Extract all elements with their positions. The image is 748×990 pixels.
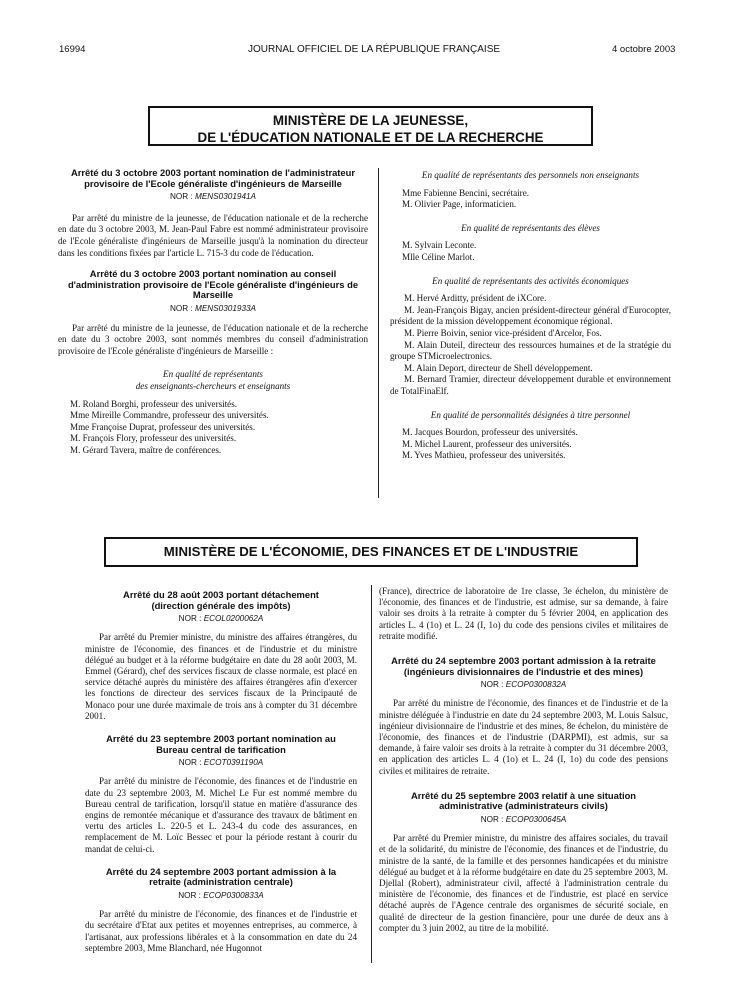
member-entry: Mme Mireille Commandre, professeur des universités. <box>70 410 269 421</box>
member-entry: M. Jean-François Bigay, ancien président-directeur général d'Eurocopter, président de la mission développement économique régional. <box>390 304 671 327</box>
left-column-2 <box>85 590 357 954</box>
left-column-1 <box>58 168 368 456</box>
member-entry: M. Gérard Tavera, maître de conférences. <box>70 444 222 455</box>
member-entry: M. Jacques Bourdon, professeur des universités. <box>402 427 578 438</box>
article-title: Arrêté du 24 septembre 2003 portant admission à la retraite (administration centrale) <box>105 865 337 888</box>
article-text: Par arrêté du Premier ministre, du ministre des affaires sociales, du travail et de la solidarité, du ministre de l'économie, des finances et de l'industrie, du ministre de la santé, de la famille et des personnes handicapées et du ministre délégué au budget et à la réforme budgétaire en date du 25 septembre 2003, M. Djellal (Robert), administrateur civil, affecté à l'administration centrale du ministère de l'économie, des finances et de l'industrie, est placé en service détaché auprès de l'Agence centrale des organismes de sécurité sociale, en qualité de directeur de la gestion financière, pour une durée de deux ans à compter du 3 juin 2002, au titre de la mobilité. <box>379 833 668 933</box>
quality-heading: En qualité de représentants des enseignants-chercheurs et enseignants <box>135 369 291 391</box>
ministry-youth-education-title <box>148 106 593 146</box>
member-entry: M. François Flory, professeur des universités. <box>70 433 237 444</box>
page-number: 16994 <box>59 44 86 55</box>
member-entry: M. Pierre Boivin, senior vice-président d'Arcelor, Fos. <box>404 327 602 338</box>
quality-heading: En qualité de représentants des activités économiques <box>432 275 629 286</box>
member-entry: M. Bernard Tramier, directeur développement durable et environnement de TotalFinaElf. <box>390 374 671 396</box>
member-entry: M. Roland Borghi, professeur des universités. <box>70 398 238 409</box>
right-column-2 <box>379 586 668 934</box>
column-divider <box>371 585 372 963</box>
article-text: Par arrêté du ministre de l'économie, des finances et de l'industrie en date du 23 septembre 2003, M. Michel Le Fur est nommé membre du Bureau central de tarification, lorsqu'il statue en matière d'assurance des engins de remontée mécanique et d'assurance des travaux de bâtiment en vertu des articles L. 220-5 et L. 243-4 du code des assurances, en remplacement de M. Loïc Bessec et pour la période restant à courir du mandat de celui-ci. <box>85 776 357 854</box>
article-text: Par arrêté du ministre de l'économie, des finances et de l'industrie et de la ministre déléguée à l'industrie en date du 24 septembre 2003, M. Louis Salsuc, ingénieur divisionnaire de l'industrie et des mines, 8e échelon, du ministère de l'économie, des finances et de l'industrie (DARPMI), est admis, sur sa demande, à faire valoir ses droits à la retraite à compter du 31 décembre 2003, en application des articles L. 4 (1o) et L. 24 (I, 1o) du code des pensions civiles et militaires de retraite. <box>379 698 668 776</box>
article-text: Par arrêté du ministre de la jeunesse, de l'éducation nationale et de la recherche en date du 3 octobre 2003, M. Jean-Paul Fabre est nommé administrateur provisoire de l'Ecole généraliste d'ingénieurs de Marseille jusqu'à la nomination du directeur dans les conditions fixées par l'article L. 715-3 du code de l'éducation. <box>58 212 368 258</box>
column-divider <box>378 168 379 498</box>
article-text-continued: (France), directrice de laboratoire de 1re classe, 3e échelon, du ministère de l'économie, des finances et de l'industrie, est admise, sur sa demande, à faire valoir ses droits à la retraite à compter du 5 février 2004, en application des articles L. 4 (1o) et L. 24 (I, 1o) du code des pensions civiles et militaires de retraite modifié. <box>379 586 668 641</box>
nor-reference: NOR : ECOP0300645A <box>480 815 567 825</box>
ministry-title-line2: DE L'ÉDUCATION NATIONALE ET DE LA RECHERCHE <box>197 130 544 145</box>
nor-reference: NOR : MENS0301941A <box>169 192 257 202</box>
quality-heading: En qualité de personnalités désignées à titre personnel <box>430 409 631 420</box>
right-column-1 <box>390 170 671 462</box>
quality-heading: En qualité de représentants des élèves <box>461 222 600 233</box>
nor-reference: NOR : ECOT0391190A <box>178 758 264 768</box>
member-entry: Mme Françoise Duprat, professeur des universités. <box>70 421 256 432</box>
member-entry: M. Yves Mathieu, professeur des universités. <box>402 450 566 461</box>
article-title: Arrêté du 25 septembre 2003 relatif à une situation administrative (administrateurs civils) <box>410 789 637 812</box>
ministry-title-line1: MINISTÈRE DE LA JEUNESSE, <box>272 113 469 128</box>
member-entry: Mme Fabienne Bencini, secrétaire. <box>402 187 530 198</box>
article-title: Arrêté du 23 septembre 2003 portant nomination au Bureau central de tarification <box>106 733 336 755</box>
issue-date: 4 octobre 2003 <box>612 44 676 55</box>
member-entry: M. Hervé Arditty, président de iXCore. <box>404 293 547 304</box>
article-text: Par arrêté du ministre de l'économie, des finances et de l'industrie et du secrétaire d'Etat aux petites et moyennes entreprises, au commerce, à l'artisanat, aux professions libérales et à la consommation en date du 24 septembre 2003, Mme Blanchard, née Hugonnot <box>85 909 357 953</box>
nor-reference: NOR : ECOP0300833A <box>178 891 264 901</box>
article-title: Arrêté du 3 octobre 2003 portant nomination de l'administrateur provisoire de l'Ecole généraliste d'ingénieurs de Marseille <box>70 167 356 189</box>
nor-reference: NOR : MENS0301933A <box>169 303 257 313</box>
member-entry: M. Alain Duteil, directeur des ressources humaines et de la stratégie du groupe STMicroelectronics. <box>390 339 671 362</box>
journal-title: JOURNAL OFFICIEL DE LA RÉPUBLIQUE FRANÇAISE <box>247 44 501 55</box>
member-entry: M. Michel Laurent, professeur des universités. <box>402 438 572 449</box>
article-title: Arrêté du 28 août 2003 portant détachement (direction générale des impôts) <box>123 589 319 611</box>
member-entry: M. Alain Deport, directeur de Shell développement. <box>404 362 593 373</box>
article-text: Par arrêté du Premier ministre, du ministre des affaires étrangères, du ministre de l'économie, des finances et de l'industrie et du ministre délégué au budget et à la réforme budgétaire en date du 28 août 2003, M. Emmel (Gérard), chef des services fiscaux de classe normale, est placé en service détaché auprès du ministère des affaires étrangères afin d'exercer les fonctions de directeur des services fiscaux de la Principauté de Monaco pour une durée maximale de trois ans à compter du 31 décembre 2001. <box>85 632 357 721</box>
nor-reference: NOR : ECOP0300832A <box>480 680 567 690</box>
nor-reference: NOR : ECOL0200062A <box>178 614 264 624</box>
member-entry: M. Sylvain Leconte. <box>402 240 477 251</box>
member-entry: M. Olivier Page, informaticien. <box>402 199 517 210</box>
article-title: Arrêté du 24 septembre 2003 portant admission à la retraite (ingénieurs divisionnaires de l'industrie et des mines) <box>391 655 656 677</box>
article-title: Arrêté du 3 octobre 2003 portant nomination au conseil d'administration provisoire de l'Ecole généraliste d'ingénieurs de Marseille <box>67 268 359 301</box>
quality-heading: En qualité de représentants des personnels non enseignants <box>421 170 640 180</box>
member-entry: Mlle Céline Marlot. <box>402 251 475 262</box>
ministry-economy-finance-title: MINISTÈRE DE L'ÉCONOMIE, DES FINANCES ET DE L'INDUSTRIE <box>104 537 638 567</box>
article-text: Par arrêté du ministre de la jeunesse, de l'éducation nationale et de la recherche en date du 3 octobre 2003, sont nommés membres du conseil d'administration provisoire de l'Ecole généraliste d'ingénieurs de Marseille : <box>58 322 368 356</box>
